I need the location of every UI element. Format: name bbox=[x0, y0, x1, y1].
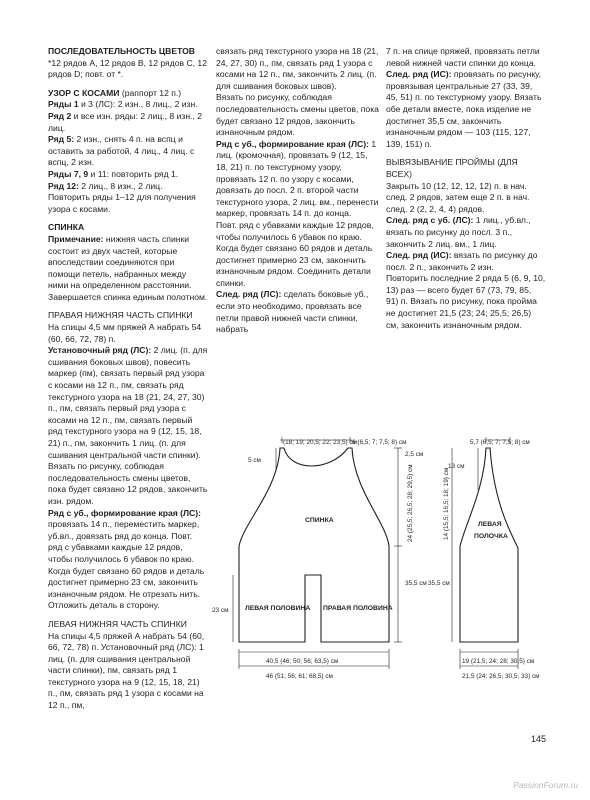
row-7: Ряды 7, 9 и 11: повторить ряд 1. bbox=[48, 168, 179, 179]
dim-back-neck-width: (18; 19; 20,5; 22; 23,5) см bbox=[283, 439, 358, 446]
text-column-3 bbox=[386, 46, 546, 331]
left-setup-continued: связать ряд текстурного узора на 18 (21, 24, 27, 30) п., пм, связать ряд 1 узора с косами на 12 п., пм, закончить 2 лиц. (п. для сшивания боковых швов). bbox=[216, 46, 379, 91]
page-number: 145 bbox=[531, 734, 547, 744]
dim-back-height: 35,5 см bbox=[405, 580, 427, 587]
label-left-half: ЛЕВАЯ ПОЛОВИНА bbox=[245, 605, 311, 612]
dim-full-width: 46 (51; 56; 61; 68,5) см bbox=[266, 673, 333, 680]
left-decrease-row: Ряд с уб., формирование края (ЛС): 1 лиц. (кромочная), провязать 9 (12, 15, 18, 21) п. по текстурному узору, провязать 12 п. по узору с косами, довязать до посл. 2 п. второй части текстурного узора, 2 лиц. вм., перенести маркер, провязать 14 п. до конца. bbox=[216, 138, 379, 219]
dim-lower-height: 23 см bbox=[212, 607, 229, 614]
heading-color-sequence: ПОСЛЕДОВАТЕЛЬНОСТЬ ЦВЕТОВ bbox=[48, 46, 196, 56]
back-outline bbox=[239, 448, 389, 642]
heading-right-lower-back: ПРАВАЯ НИЖНЯЯ ЧАСТЬ СПИНКИ bbox=[48, 310, 193, 321]
color-sequence-text: *12 рядов A, 12 рядов B, 12 рядов C, 12 рядов D; повт. от *. bbox=[48, 57, 207, 80]
label-front-1: ЛЕВАЯ bbox=[478, 521, 502, 528]
left-repeat-decreases: Повт. ряд с убавками каждые 12 рядов, чтобы получилось 6 убавок по краю. Когда будет связано 60 рядов и деталь достигнет примерно 23 см, закончить изнаночным рядом. Соединить детали спинки. bbox=[216, 219, 374, 288]
schematic-diagram bbox=[0, 430, 590, 690]
repeat-rows: Повторить ряды 1–12 для получения узора с косами. bbox=[48, 192, 196, 214]
row-2: Ряд 2 и все изн. ряды: 2 лиц., 8 изн., 2 лиц. bbox=[48, 110, 203, 133]
armhole-repeat: Повторить последние 2 ряда 5 (6, 9, 10, 13) раз — всего будет 67 (73, 79, 85, 91) п. Вязать по рисунку, пока пройма не достигнет 21,5 (23; 24; 25,5; 26,5) см, закончить изнаночным рядом. bbox=[386, 273, 546, 330]
front-outline bbox=[460, 448, 518, 642]
dim-front-height: 35,5 см bbox=[428, 580, 450, 587]
left-cast-on: На спицы 4,5 пряжей А набрать 54 (60, 66, 72, 78) п. Установочный ряд (ЛС): 1 лиц. (п. для сшивания центральной части спинки), пм, связать ряд 1 текстурного узора на 9 (12, 15, 18, 21) п., пм, связать ряд 1 узора с косами на 12 п., пм, bbox=[48, 630, 205, 711]
join-next-row: След. ряд (ЛС): сделать боковые уб., если это необходимо, провязать все петли правой нижней части спинки, набрать bbox=[216, 289, 369, 335]
armhole-bind-off: Закрыть 10 (12, 12, 12, 12) п. в нач. след. 2 рядов, затем еще 2 п. в нач. след. 2 (2, 2, 4, 4) рядов. bbox=[386, 180, 530, 214]
dim-armhole-depth: 24 (25,5; 26,5; 28; 29,5) см bbox=[407, 464, 414, 542]
label-back: СПИНКА bbox=[305, 517, 334, 524]
right-knit-by-chart: Вязать по рисунку, соблюдая последовательность смены цветов, пока будет связано 12 рядов, закончить изн. рядом. bbox=[48, 461, 208, 506]
row-5: Ряд 5: 2 изн., снять 4 п. на вспц и оставить за работой, 4 лиц., 4 лиц. с вспц, 2 изн. bbox=[48, 134, 195, 168]
row-1: Ряды 1 и 3 (ЛС): 2 изн., 8 лиц., 2 изн. bbox=[48, 99, 198, 110]
dim-front-shoulder: 5,7 (6,5; 7; 7,5; 8) см bbox=[470, 439, 530, 446]
right-decrease-row: Ряд с уб., формирование края (ЛС): провязать 14 п., переместить маркер, уб.вл., довязать ряд до конца. Повт. ряд с убавками каждые 12 рядов, чтобы получилось 6 убавок по краю. Когда будет связано 60 рядов и деталь достигнет примерно 23 см, закончить изнаночным рядом. Не отрезать нить. Отложить деталь в сторону. bbox=[48, 507, 205, 611]
dim-neck-depth: 5 см bbox=[248, 457, 261, 464]
label-front-2: ПОЛОЧКА bbox=[474, 533, 508, 540]
cable-pattern-heading: УЗОР С КОСАМИ (раппорт 12 п.) bbox=[48, 87, 182, 98]
dim-front-width-2: 21,5 (24; 26,5; 30,5; 33) см bbox=[462, 673, 540, 680]
heading-left-lower-back: ЛЕВАЯ НИЖНЯЯ ЧАСТЬ СПИНКИ bbox=[48, 618, 187, 629]
dim-front-width-1: 19 (21,5; 24; 28; 30,5) см bbox=[462, 658, 535, 665]
right-setup-row: Установочный ряд (ЛС): 2 лиц. (п. для сшивания боковых швов), повесить маркер (пм), связать первый ряд узора с косами на 12 п., пм, связать ряд текстурного узора на 18 (21, 24, 27, 30) п., пм, связать первый ряд узора с косами на 12 п., пм, связать первый ряд текстурного узора на 9 (12, 15, 18, 21) п., пм, закончить 1 лиц. (п. для сшивания центральной части спинки). bbox=[48, 345, 208, 460]
join-ws-row: След. ряд (ИС): провязать по рисунку, провязывая центральные 27 (33, 39, 45, 51) п. по текстурному узору. Вязать обе детали вместе, пока изделие не достигнет 35,5 см, закончить изнаночным рядом — 103 (115, 127, 139, 151) п. bbox=[386, 69, 542, 149]
note: Примечание: нижняя часть спинки состоит из двух частей, которые впоследствии соединяются при помощи петель, набранных между ними на определенном расстоянии. Завершается спинка единым полотном. bbox=[48, 233, 208, 302]
heading-back: СПИНКА bbox=[48, 222, 85, 233]
armhole-ws-row: След. ряд (ИС): вязать по рисунку до посл. 2 п., закончить 2 изн. bbox=[386, 250, 538, 272]
left-knit-by-chart: Вязать по рисунку, соблюдая последовательность смены цветов, пока будет связано 12 рядов, закончить изнаночным рядом. bbox=[216, 92, 379, 138]
heading-armhole: ВЫВЯЗЫВАНИЕ ПРОЙМЫ (ДЛЯ ВСЕХ) bbox=[386, 157, 518, 179]
dim-front-neck: 13 см bbox=[448, 463, 465, 470]
text-column-2 bbox=[216, 46, 380, 336]
join-continued: 7 п. на спице пряжей, провязать петли левой нижней части спинки до конца. bbox=[386, 46, 540, 68]
armhole-dec-row: След. ряд с уб. (ЛС): 1 лиц., уб.вл., вязать по рисунку до посл. 3 п., закончить 2 лиц. вм., 1 лиц. bbox=[386, 215, 531, 249]
row-12: Ряд 12: 2 лиц., 8 изн., 2 лиц. bbox=[48, 180, 163, 191]
watermark: PassionForum.ru bbox=[513, 780, 578, 790]
label-right-half: ПРАВАЯ ПОЛОВИНА bbox=[323, 605, 393, 612]
dim-top-band: 2,5 см bbox=[405, 451, 424, 458]
dim-half-width: 40,5 (46; 50; 56; 63,5) см bbox=[266, 658, 339, 665]
dim-front-armhole: 14 (15,5; 16,5; 18; 19) см bbox=[443, 467, 450, 540]
dim-back-shoulder: 6 (6,5; 7; 7,5; 8) см bbox=[352, 439, 407, 446]
right-cast-on: На спицы 4,5 мм пряжей А набрать 54 (60, 66, 72, 78) п. bbox=[48, 322, 202, 344]
